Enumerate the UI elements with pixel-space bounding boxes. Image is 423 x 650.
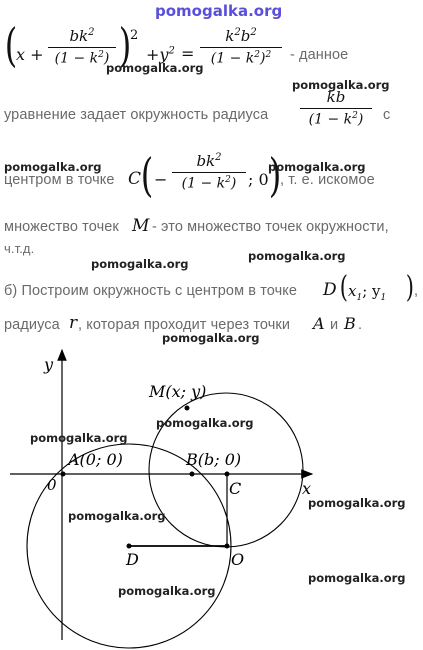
eq1-rhs-fraction [200, 27, 282, 67]
watermark: pomogalka.org [118, 584, 216, 598]
label-m: M(x; y) [149, 382, 207, 401]
eq1-lhs-num: bk [69, 27, 89, 45]
eq1-rhs-num-b-exp: 2 [250, 27, 257, 38]
line2-frac-den-exp: 2 [352, 111, 358, 121]
line3-frac-den-close: ) [230, 175, 237, 192]
watermark: pomogalka.org [308, 571, 406, 585]
label-b: B(b; 0) [186, 450, 242, 469]
eq1-rhs-den-close: ) [260, 50, 266, 67]
line3-left-paren: ( [140, 148, 154, 202]
eq1-lhs-num-exp: 2 [88, 27, 95, 38]
label-axis-x: x [302, 479, 312, 498]
line4-text-b: - это множество точек окружности, [152, 219, 389, 235]
line6-coords: $x_1$; $y_1$ [348, 282, 387, 303]
line2-frac-den: (1 − k [308, 111, 353, 128]
label-axis-y: y [44, 355, 54, 374]
line3-frac-den: (1 − k [181, 175, 226, 192]
point-a [61, 472, 66, 477]
label-origin: 0 [47, 476, 57, 494]
point-b [190, 472, 195, 477]
eq1-rhs-num: k [225, 27, 235, 45]
line3-tail: , т. е. искомое [280, 172, 375, 188]
eq1-outer-exp: 2 [130, 28, 139, 43]
watermark: pomogalka.org [268, 160, 366, 174]
geometry-figure [0, 340, 423, 650]
site-watermark: pomogalka.org [155, 2, 283, 20]
watermark: pomogalka.org [68, 509, 166, 523]
line6-tail: , [414, 283, 419, 299]
right-paren: ) [118, 18, 132, 72]
point-d [127, 544, 132, 549]
line3-text: центром в точке [4, 172, 115, 188]
line6-coord-sep: ; y [362, 282, 381, 300]
eq1-lhs-den-exp: 2 [98, 50, 104, 60]
line7-a: A [313, 314, 325, 333]
line6-right-paren: ) [405, 270, 414, 305]
left-paren: ( [4, 18, 18, 72]
watermark: pomogalka.org [30, 431, 128, 445]
eq1-rhs-num-b: b [240, 27, 251, 45]
eq1-lhs-open: x + [16, 45, 44, 64]
label-a: A(0; 0) [68, 450, 123, 469]
watermark: pomogalka.org [292, 78, 390, 92]
point-c [225, 472, 230, 477]
line7-r: r [69, 313, 78, 333]
line7-end: . [358, 317, 363, 333]
point-o [225, 544, 230, 549]
eq1-tail-text: - данное [290, 47, 349, 63]
line3-minus: − [154, 170, 168, 189]
line2-text: уравнение задает окружность радиуса [4, 107, 269, 123]
line2-tail: с [383, 107, 391, 123]
line3-right-paren: ) [268, 148, 282, 202]
line4-point-m: M [132, 216, 150, 236]
label-d: D [126, 550, 139, 569]
eq1-lhs-den-close: ) [103, 50, 110, 67]
eq1-equals: = [181, 44, 195, 63]
line3-point-c: C [128, 169, 142, 189]
line3-frac-den-exp: 2 [225, 175, 231, 185]
eq1-rhs-den: (1 − k [210, 50, 255, 67]
line3-frac-num: bk [196, 152, 216, 170]
eq1-rhs-den-exp: 2 [254, 50, 260, 60]
line4-text-a: множество точек [4, 219, 119, 235]
eq1-rhs-den-outer-exp: 2 [265, 50, 272, 60]
line6-sub2: 1 [380, 293, 387, 303]
eq1-y-exp: 2 [168, 45, 175, 57]
line3-sep: ; 0 [248, 170, 269, 189]
label-c: C [229, 479, 242, 498]
watermark: pomogalka.org [156, 416, 254, 430]
watermark: pomogalka.org [4, 160, 102, 174]
line7-text-b: , которая проходит через точки [78, 317, 291, 333]
watermark: pomogalka.org [248, 249, 346, 263]
line6-point-d: D [323, 280, 337, 300]
line3-frac-num-exp: 2 [215, 152, 222, 163]
line6-left-paren: ( [339, 270, 348, 305]
eq1-rhs-num-exp: 2 [234, 27, 241, 38]
line6-sub1: 1 [356, 293, 363, 303]
line2-frac-num: kb [326, 88, 346, 106]
watermark: pomogalka.org [308, 496, 406, 510]
eq1-plus-y: $+y^2$ [146, 45, 175, 64]
watermark: pomogalka.org [106, 61, 204, 75]
label-o: O [231, 550, 245, 569]
line2-radius-fraction [300, 88, 372, 128]
line7-b: B [344, 314, 356, 333]
line7-and: и [330, 317, 339, 333]
line3-fraction [172, 152, 246, 192]
eq1-lhs-den: (1 − k [54, 50, 99, 67]
watermark: pomogalka.org [162, 331, 260, 345]
line5-text: ч.т.д. [4, 241, 35, 256]
point-m [185, 406, 190, 411]
watermark: pomogalka.org [91, 257, 189, 271]
line6-text: б) Построим окружность с центром в точке [4, 283, 298, 299]
line2-frac-den-close: ) [357, 111, 364, 128]
line7-text-a: радиуса [4, 317, 60, 333]
